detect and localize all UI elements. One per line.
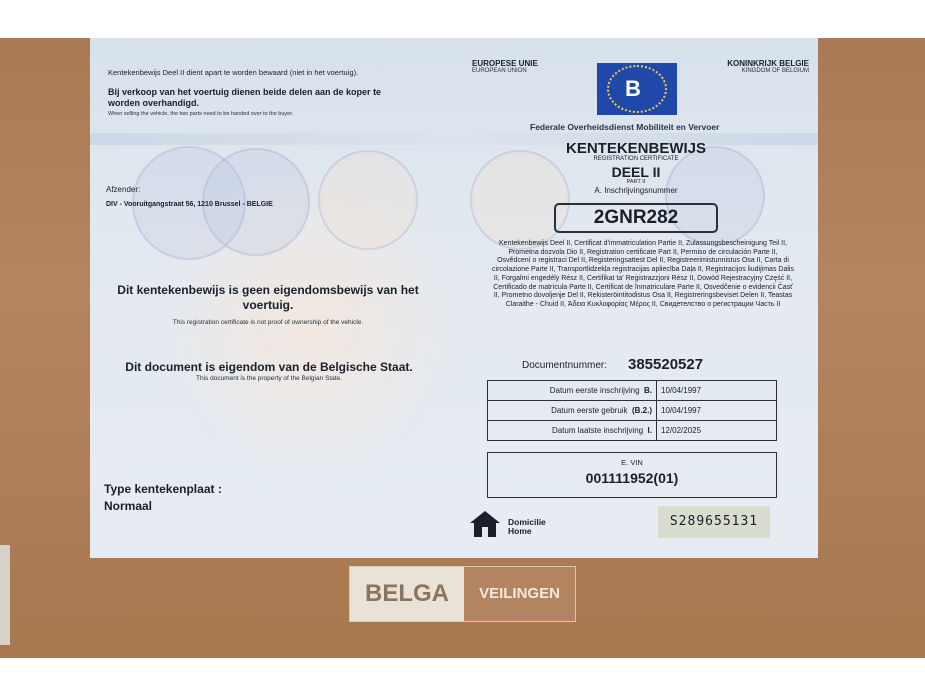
sender-address: DIV - Vooruitgangstraat 56, 1210 Brussel - BELGIE — [106, 201, 273, 208]
registration-number: 2GNR282 — [554, 203, 718, 233]
document-number: 385520527 — [628, 356, 704, 373]
date-value: 10/04/1997 — [657, 381, 777, 401]
sale-instruction-en: When selling the vehicle, the two parts need to be handed over to the buyer. — [108, 111, 294, 117]
document-number-label: Documentnummer: — [522, 360, 608, 371]
kingdom-label-en: KINGDOM OF BELGIUM — [741, 68, 809, 74]
vin-label: E. VIN — [621, 458, 643, 467]
registration-number-label: A. Inschrijvingsnummer — [594, 186, 678, 195]
sender-label: Afzender: — [106, 185, 141, 194]
serial-number: S289655131 — [658, 506, 770, 538]
translations-text: Kentekenbewijs Deel II, Certificat d'immatriculation Partie II, Zulassungsbescheinigung Teil II, Prometna dozvola Dio II, Registration certificate Part II, Permiso de circulación Parte II, Osvědcení o registraci Del II, Registeringsattest Del II, Registreerimistunnistus Osa II, Carta di circolazione Parte II, Transportlidzekļa registracijas apliecība Daļa II, Registracijos liudijimas Dalis II, Forgalmi engedély Rész II, Certifikat ta' Reġistrazzjoni Rész II, Dowód Rejestracyjny Część II, Certificado de matrícula Parte II, Certificat de înmatriculare Parte II, Osvedčenie o evidencii Časť II, Prometno dovoljenje Del II, Rekisteröintitodistus Osa II, Registreringsbeviset Delen II, Teastas Claraithe - Chuid II, Άδεια Κυκλοφορίας Μέρος II, Свидетелство о регистрации Часть II — [492, 240, 794, 308]
plate-type-label: Type kentekenplaat : — [104, 482, 222, 496]
registration-document — [90, 38, 818, 558]
table-row — [488, 421, 777, 441]
table-row — [488, 401, 777, 421]
authority: Federale Overheidsdienst Mobiliteit en Vervoer — [530, 122, 720, 132]
kingdom-label: KONINKRIJK BELGIE — [727, 59, 809, 68]
vin-box — [487, 452, 777, 498]
domicile-label — [508, 518, 546, 536]
eu-label: EUROPESE UNIE — [472, 59, 538, 68]
date-label: Datum laatste inschrijving I. — [488, 421, 657, 441]
eu-label-en: EUROPEAN UNION — [472, 68, 527, 74]
plate-type-value: Normaal — [104, 499, 153, 513]
document-title-en: REGISTRATION CERTIFICATE — [593, 156, 679, 162]
domicile-line: Domicilie — [508, 517, 546, 527]
part-label: DEEL II — [611, 164, 661, 180]
date-label: Datum eerste inschrijving B. — [488, 381, 657, 401]
logo-left: BELGA — [350, 567, 464, 621]
logo-right: VEILINGEN — [464, 567, 575, 621]
vin-value: 001111952(01) — [585, 470, 679, 486]
eu-flag — [597, 63, 677, 115]
country-code: B — [625, 76, 641, 101]
sale-instruction: Bij verkoop van het voertuig dienen beide delen aan de koper te worden overhandigd. — [108, 87, 382, 108]
watermark-circle — [318, 150, 418, 250]
paper-edge — [0, 545, 10, 645]
property-notice-en: This document is the property of the Belgian State. — [196, 375, 342, 382]
date-value: 12/02/2025 — [657, 421, 777, 441]
not-ownership-notice: Dit kentekenbewijs is geen eigendomsbewijs van het voertuig. — [117, 283, 419, 312]
domicile-line: Home — [508, 526, 532, 536]
table-row — [488, 381, 777, 401]
keep-separately-note: Kentekenbewijs Deel II dient apart te worden bewaard (niet in het voertuig). — [108, 68, 359, 77]
property-notice: Dit document is eigendom van de Belgische Staat. — [125, 360, 413, 374]
dates-table — [487, 380, 777, 441]
not-ownership-notice-en: This registration certificate is not proof of ownership of the vehicle. — [172, 319, 364, 326]
document-title: KENTEKENBEWIJS — [565, 140, 707, 157]
part-label-en: PART II — [626, 179, 646, 185]
house-icon — [468, 509, 502, 544]
belga-logo — [349, 566, 576, 622]
date-value: 10/04/1997 — [657, 401, 777, 421]
date-label: Datum eerste gebruik (B.2.) — [488, 401, 657, 421]
